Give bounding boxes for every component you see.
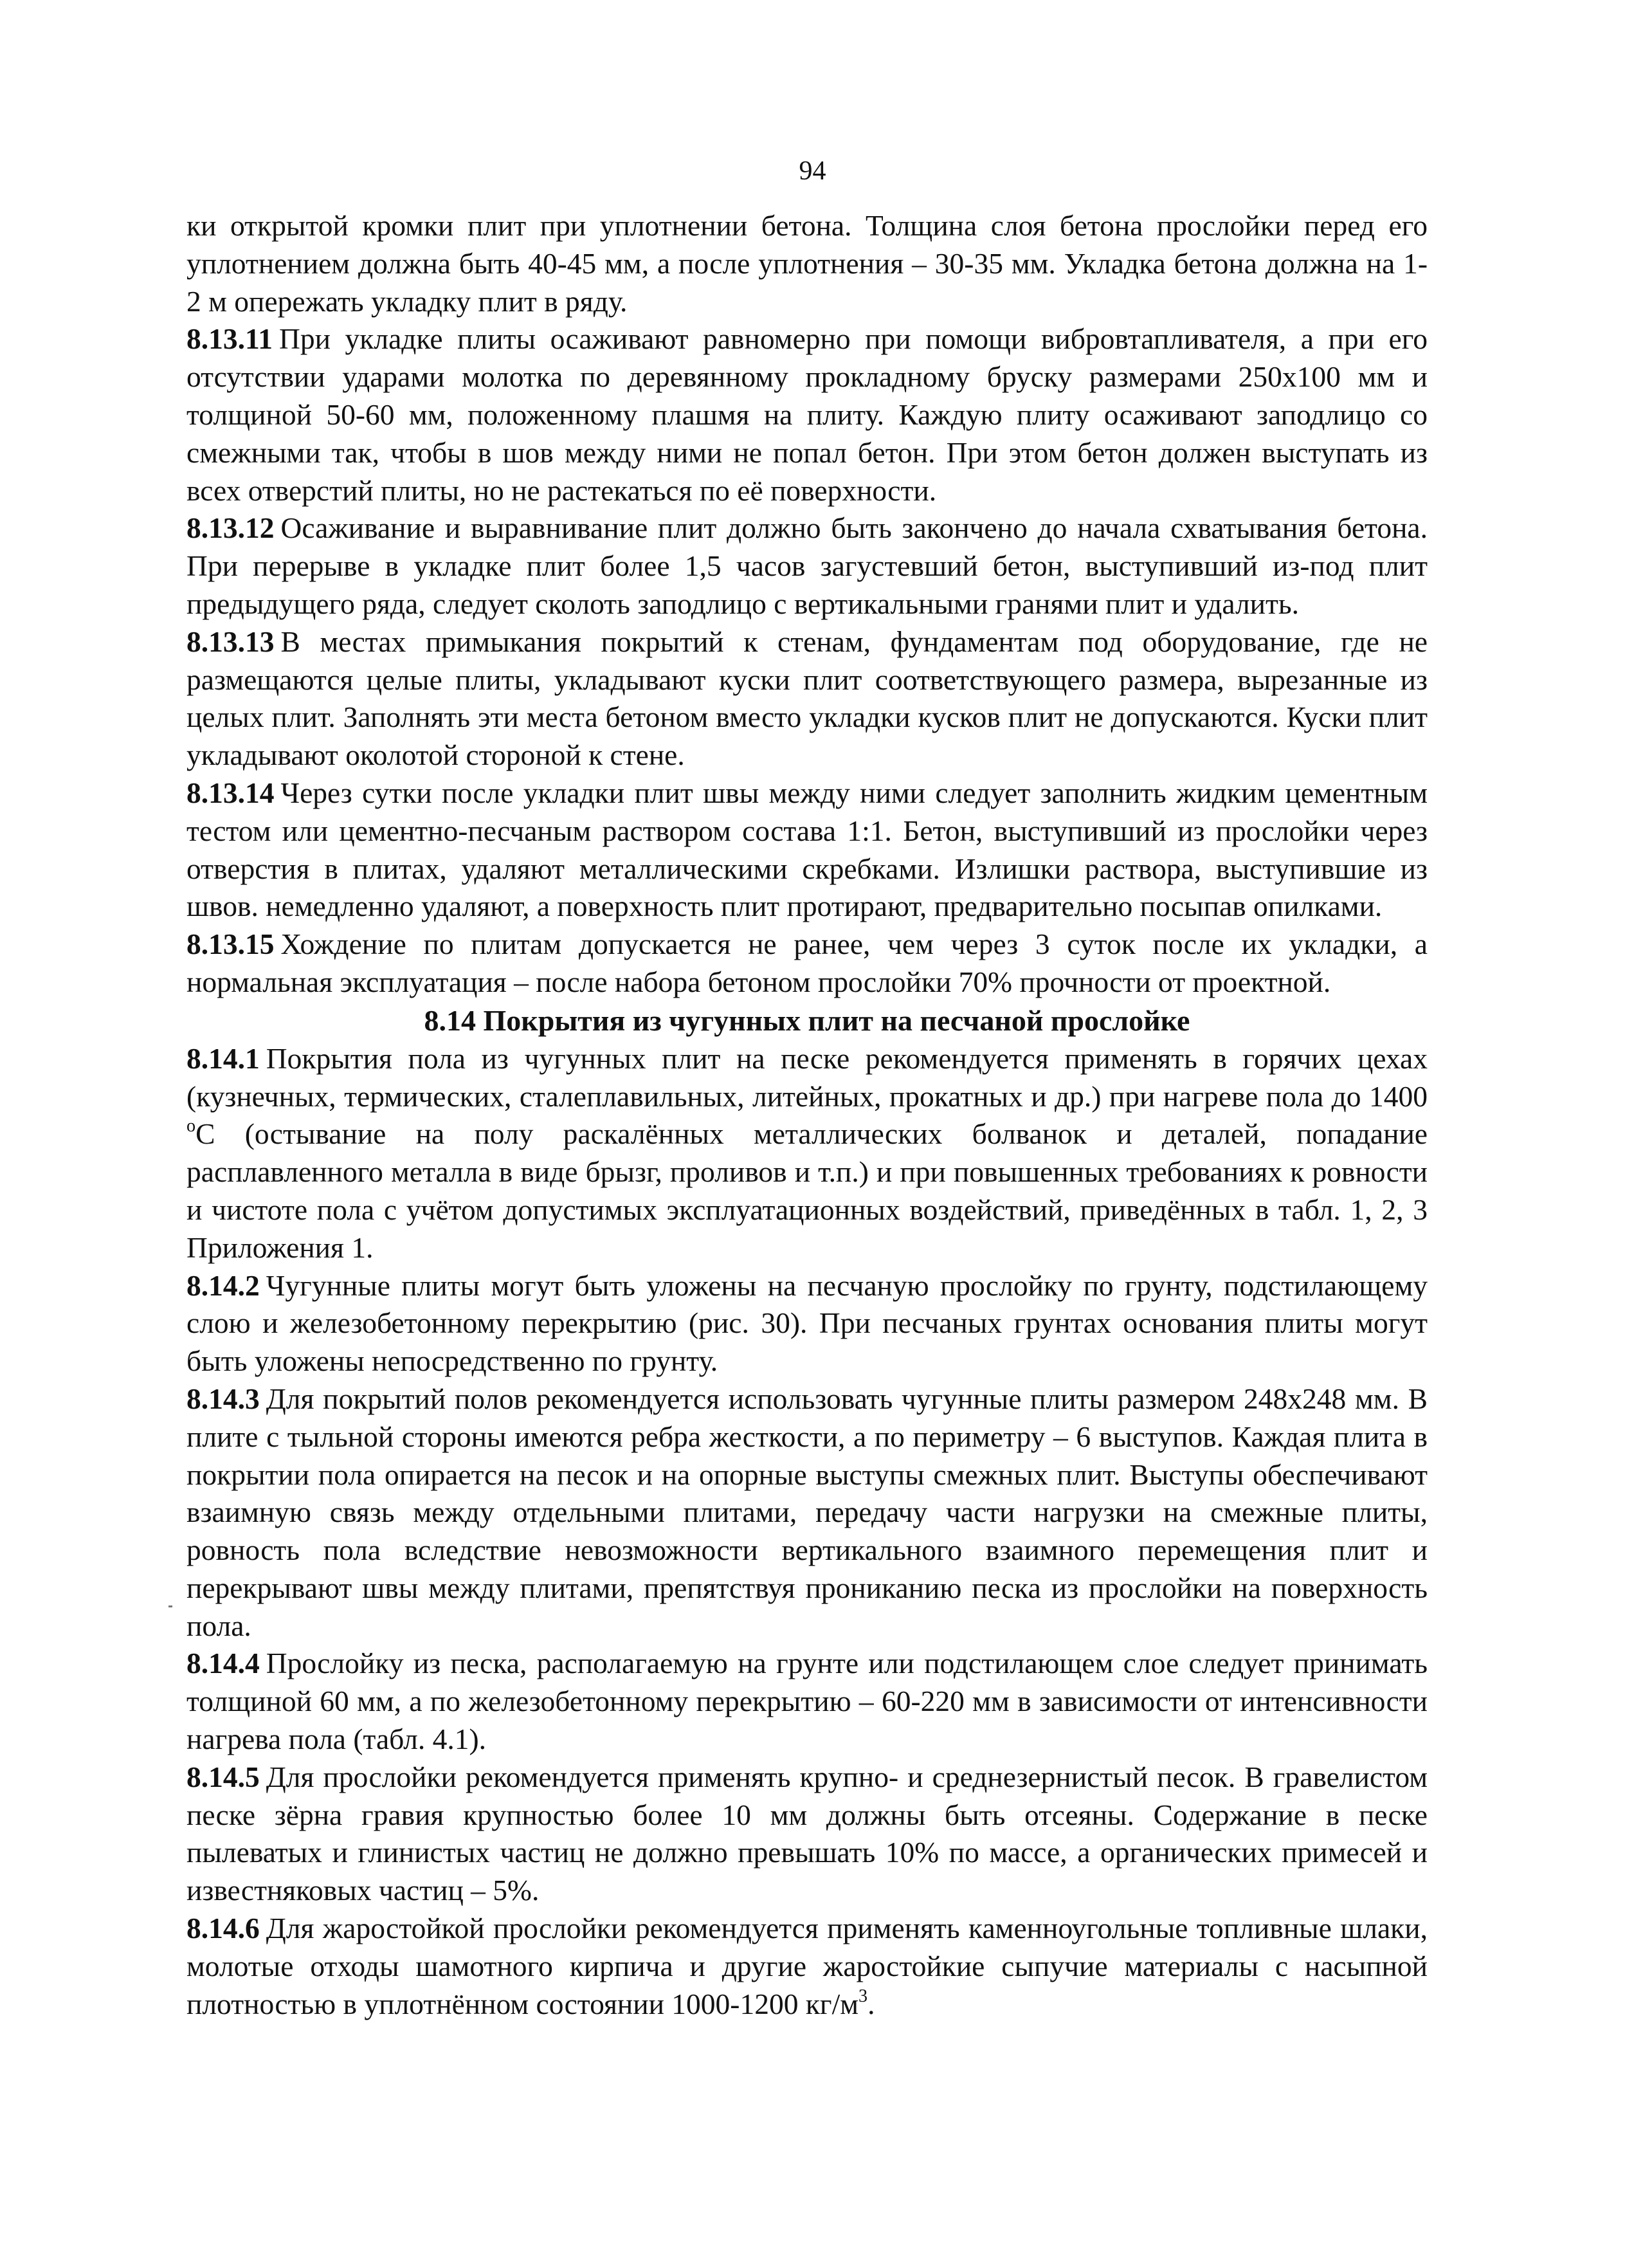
paragraph-text: Хождение по плитам допускается не ранее, чем через 3 суток после их укладки, а нормальная эксплуатация – после набора бетоном прослойки 70% прочности от проектной.: [186, 928, 1428, 998]
paragraph-8-14-6: [186, 1910, 1428, 2023]
paragraph-8-13-12: [186, 509, 1428, 623]
paragraph-text: Прослойку из песка, располагаемую на грунте или подстилающем слое следует принимать толщиной 60 мм, а по железобетонному перекрытию – 60-220 мм в зависимости от интенсивности нагрева пола (табл. 4.1).: [186, 1647, 1428, 1756]
section-heading: 8.14 Покрытия из чугунных плит на песчаной прослойке: [424, 1003, 1190, 1037]
paragraph-number: 8.13.11: [186, 322, 273, 356]
paragraph-8-14-5: [186, 1759, 1428, 1910]
scan-mark: [168, 1605, 172, 1607]
cubic-superscript: 3: [858, 1986, 868, 2006]
paragraph-text: Для прослойки рекомендуется применять крупно- и среднезернистый песок. В гравелистом песке зёрна гравия крупностью более 10 мм должны быть отсеяны. Содержание в песке пылеватых и глинистых частиц не должно превышать 10% по массе, а органических примесей и известняковых частиц – 5%.: [186, 1760, 1428, 1907]
paragraph-text: В местах примыкания покрытий к стенам, фундаментам под оборудование, где не размещаются целые плиты, укладывают куски плит соответствующего размера, вырезанные из целых плит. Заполнять эти места бетоном вместо укладки кусков плит не допускаются. Куски плит укладывают околотой стороной к стене.: [186, 625, 1428, 772]
paragraph-8-14-3: [186, 1380, 1428, 1645]
paragraph-8-14-2: [186, 1267, 1428, 1380]
paragraph-number: 8.13.15: [186, 928, 275, 961]
paragraph-text: Через сутки после укладки плит швы между ними следует заполнить жидким цементным тестом или цементно-песчаным раствором состава 1:1. Бетон, выступивший из прослойки через отверстия в плитах, удаляют металлическими скребками. Излишки раствора, выступившие из швов. немедленно удаляют, а поверхность плит протирают, предварительно посыпав опилками.: [186, 776, 1428, 923]
paragraph-number: 8.13.13: [186, 625, 275, 658]
paragraph-text: При укладке плиты осаживают равномерно при помощи вибровтапливателя, а при его отсутствии ударами молотка по деревянному прокладному бруску размерами 250х100 мм и толщиной 50-60 мм, положенному плашмя на плиту. Каждую плиту осаживают заподлицо со смежными так, чтобы в шов между ними не попал бетон. При этом бетон должен выступать из всех отверстий плиты, но не растекаться по её поверхности.: [186, 322, 1428, 507]
paragraph-text-before: Для жаростойкой прослойки рекомендуется применять каменноугольные топливные шлаки, молотые отходы шамотного кирпича и другие жаростойкие сыпучие материалы с насыпной плотностью в уплотнённом состоянии 1000-1200 кг/м: [186, 1912, 1428, 2020]
paragraph-text: Для покрытий полов рекомендуется использовать чугунные плиты размером 248х248 мм. В плите с тыльной стороны имеются ребра жесткости, а по периметру – 6 выступов. Каждая плита в покрытии пола опирается на песок и на опорные выступы смежных плит. Выступы обеспечивают взаимную связь между отдельными плитами, передачу части нагрузки на смежные плиты, ровность пола вследствие невозможности вертикального взаимного перемещения плит и перекрывают швы между плитами, препятствуя прониканию песка из прослойки на поверхность пола.: [186, 1382, 1428, 1642]
paragraph-8-13-14: [186, 774, 1428, 926]
paragraph-number: 8.13.12: [186, 511, 275, 545]
page-number: 94: [799, 156, 826, 186]
paragraph-number: 8.14.2: [186, 1268, 260, 1302]
degree-superscript: o: [186, 1116, 196, 1137]
paragraph-number: 8.14.1: [186, 1041, 260, 1075]
paragraph-8-14-4: [186, 1645, 1428, 1758]
paragraph-number: 8.13.14: [186, 776, 275, 809]
paragraph-number: 8.14.5: [186, 1760, 260, 1793]
paragraph-number: 8.14.6: [186, 1912, 260, 1945]
paragraph-number: 8.14.4: [186, 1647, 260, 1680]
paragraph-8-14-1: [186, 1040, 1428, 1267]
intro-paragraph: ки открытой кромки плит при уплотнении бетона. Толщина слоя бетона прослойки перед его уплотнением должна быть 40-45 мм, а после уплотнения – 30-35 мм. Укладка бетона должна на 1-2 м опережать укладку плит в ряду.: [186, 209, 1428, 318]
paragraph-text: Осаживание и выравнивание плит должно быть закончено до начала схватывания бетона. При перерыве в укладке плит более 1,5 часов загустевший бетон, выступивший из-под плит предыдущего ряда, следует сколоть заподлицо с вертикальными гранями плит и удалить.: [186, 511, 1428, 620]
paragraph-8-13-11: [186, 320, 1428, 509]
paragraph-number: 8.14.3: [186, 1382, 260, 1415]
paragraph-text-after: С (остывание на полу раскалённых металлических болванок и деталей, попадание расплавленного металла в виде брызг, проливов и т.п.) и при повышенных требованиях к ровности и чистоте пола с учётом допустимых эксплуатационных воздействий, приведённых в табл. 1, 2, 3 Приложения 1.: [186, 1117, 1428, 1264]
page-body: [186, 207, 1428, 2023]
paragraph-8-13-13: [186, 623, 1428, 774]
paragraph-text: Чугунные плиты могут быть уложены на песчаную прослойку по грунту, подстилающему слою и железобетонному перекрытию (рис. 30). При песчаных грунтах основания плиты могут быть уложены непосредственно по грунту.: [186, 1268, 1428, 1378]
paragraph-text-after: .: [867, 1987, 875, 2020]
paragraph-text-before: Покрытия пола из чугунных плит на песке рекомендуется применять в горячих цехах (кузнечных, термических, сталеплавильных, литейных, прокатных и др.) при нагреве пола до 1400: [186, 1041, 1428, 1113]
paragraph-8-13-15: [186, 926, 1428, 1001]
